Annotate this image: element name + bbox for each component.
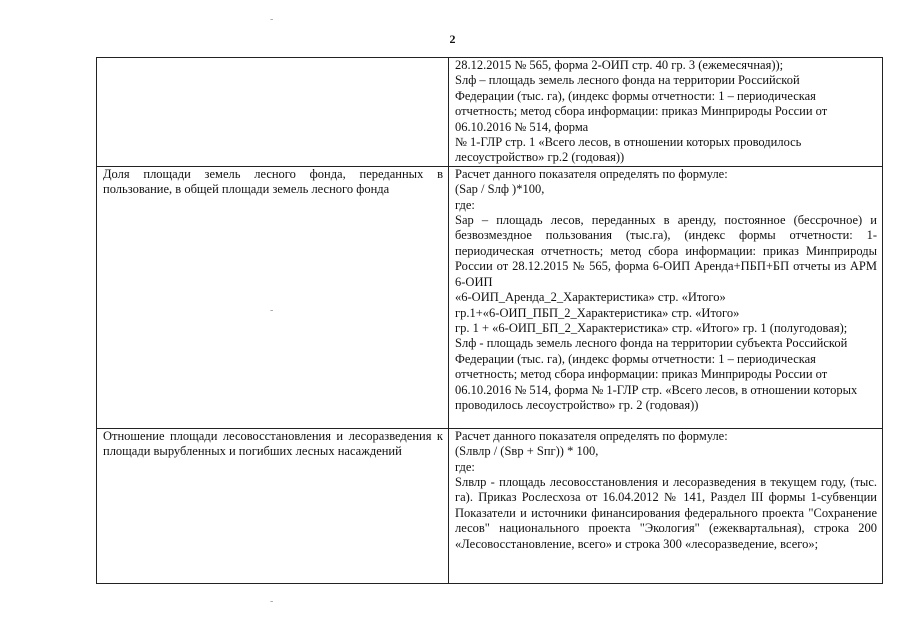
- scan-mark-top: -: [270, 14, 274, 25]
- method-cell: [449, 166, 883, 428]
- table-row: [97, 58, 883, 167]
- method-line: 06.10.2016 № 514, форма № 1-ГЛР стр. «Всего лесов, в отношении которых: [455, 382, 858, 397]
- table-row: [97, 166, 883, 428]
- method-line: «6-ОИП_Аренда_2_Характеристика» стр. «Итого»: [455, 290, 726, 305]
- method-line: проводилось лесоустройство» гр. 2 (годовая)): [455, 397, 699, 412]
- method-line: Федерации (тыс. га), (индекс формы отчетности: 1 – периодическая: [455, 351, 816, 366]
- indicator-cell: Отношение площади лесовосстановления и лесоразведения к площади вырубленных и погибших лесных насаждений: [97, 428, 449, 583]
- method-line: 28.12.2015 № 565, форма 2-ОИП стр. 40 гр. 3 (ежемесячная));: [455, 58, 784, 72]
- method-line: № 1-ГЛР стр. 1 «Всего лесов, в отношении которых проводилось: [455, 135, 802, 150]
- indicator-cell: Доля площади земель лесного фонда, переданных в пользование, в общей площади земель лесного фонда: [97, 166, 449, 428]
- method-line: гр. 1 + «6-ОИП_БП_2_Характеристика» стр. «Итого» гр. 1 (полугодовая);: [455, 320, 848, 335]
- scan-mark-middle: -: [270, 305, 274, 316]
- method-cell: [449, 58, 883, 167]
- method-line: где:: [455, 459, 475, 474]
- scan-mark-bottom: -: [270, 596, 274, 607]
- table-row: [97, 428, 883, 583]
- method-line: отчетность; метод сбора информации: приказ Минприроды России от: [455, 104, 828, 119]
- indicator-cell: [97, 58, 449, 167]
- method-line: лесоустройство» гр.2 (годовая)): [455, 150, 625, 165]
- method-line: гр.1+«6-ОИП_ПБП_2_Характеристика» стр. «Итого»: [455, 305, 740, 320]
- method-line: где:: [455, 197, 475, 212]
- page-number: 2: [449, 32, 456, 46]
- method-line: (Sар / Sлф )*100,: [455, 182, 545, 197]
- indicator-table: [96, 57, 883, 584]
- method-line: отчетность; метод сбора информации: приказ Минприроды России от: [455, 367, 828, 382]
- method-line: (Sлвлр / (Sвр + Sпг)) * 100,: [455, 444, 599, 459]
- method-line: Sлвлр - площадь лесовосстановления и лесоразведения в текущем году, (тыс. га). Приказ Рослесхоза от 16.04.2012 № 141, Раздел III формы 1-субвенции Показатели и источники финансирования федерального проекта "Сохранение лесов" национального проекта "Экология" (ежеквартальная), строка 200 «Лесовосстановление, всего» и строка 300 «лесоразведение, всего»;: [455, 475, 877, 551]
- method-cell: [449, 428, 883, 583]
- method-line: 06.10.2016 № 514, форма: [455, 119, 589, 134]
- method-line: Расчет данного показателя определять по формуле:: [455, 166, 728, 181]
- method-line: Sар – площадь лесов, переданных в аренду, постоянное (бессрочное) и безвозмездное пользования (тыс.га), (индекс формы отчетности: 1-периодическая отчетность; метод сбора информации: приказ Минприроды России от 28.12.2015 № 565, форма 6-ОИП Аренда+ПБП+БП отчеты из АРМ 6-ОИП: [455, 213, 877, 289]
- method-line: Sлф - площадь земель лесного фонда на территории субъекта Российской: [455, 336, 848, 351]
- method-line: Sлф – площадь земель лесного фонда на территории Российской: [455, 73, 800, 88]
- method-line: Федерации (тыс. га), (индекс формы отчетности: 1 – периодическая: [455, 88, 816, 103]
- method-line: Расчет данного показателя определять по формуле:: [455, 428, 728, 443]
